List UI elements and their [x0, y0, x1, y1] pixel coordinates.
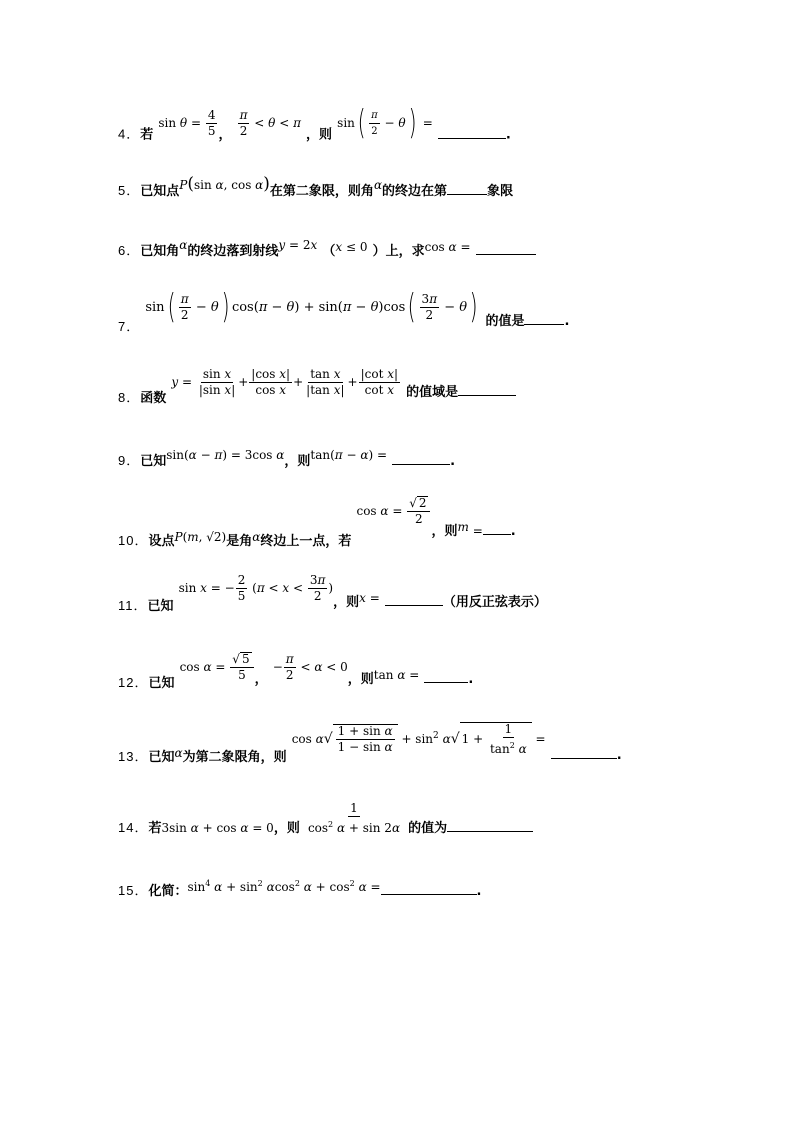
question-6: 6．已知角$^\alpha$的终边落到射线$^{y = 2x}$ （$^{x \le 0}$ ）上，求$^{cos \alpha =}$ [118, 240, 536, 259]
question-8: $_{8.函数}$ y = $\frac{\text{sin x}}{\text{|sin x|}}$ + $\frac{\text{|cos x|}}{\text{cos x}}$ + $\frac{\text{tan x}}{\text{|tan x|}}$ + $\frac{\text{|cot x|}}{\text{cot x}}$ $_{的值域是}$ [118, 368, 516, 397]
question-number: 15． [118, 883, 149, 898]
formula: P(m, √2) [174, 529, 227, 544]
formula: cos α = $\frac{√ 5}{5}$ [180, 660, 255, 674]
answer-blank[interactable] [476, 242, 536, 255]
formula: sin( π 2 − θ) = [337, 103, 433, 143]
formula: cos α = $\frac{√ 2}{2}$ [356, 504, 431, 518]
question-number: 6． [118, 243, 141, 258]
formula: 3sin α + cos α = 0 [161, 821, 274, 835]
formula: sin θ = 4 5 [158, 107, 216, 138]
formula: y = 2x [278, 238, 318, 252]
question-number: 4． [118, 126, 141, 142]
question-number: 8． [118, 390, 141, 405]
question-12: $_{12.已知}$ cos α = $\frac{√ 5}{5}$ $_,$ − $\frac{\pi}{2}$ < $\alpha < 0_{,则tan \alpha =}$ $_.$ [118, 651, 474, 691]
answer-blank[interactable] [381, 882, 477, 895]
formula: y = $\frac{\text{sin x}}{\text{|sin x|}}$ + $\frac{\text{|cos x|}}{\text{cos x}}$ + $\frac{\text{tan x}}{\text{|tan x|}}$ + $\frac{\text{|cot x|}}{\text{cot x}}$ [171, 367, 399, 397]
answer-blank[interactable] [447, 819, 533, 832]
answer-blank[interactable] [385, 593, 443, 606]
question-number: 7． [118, 318, 141, 334]
formula: sin( $\frac{\pi}{2}$ − θ) cos(π − θ) + sin(π − θ)cos( $\frac{3\pi}{2}$ − θ) [145, 287, 478, 327]
question-10: $_{10.设点P(m, √2)是角\alpha 终边上一点,若}$ cos α = $\frac{√ 2}{2}$ $_{,则m}$ $_=$ $_.$ [118, 496, 516, 549]
answer-blank[interactable] [483, 522, 511, 535]
question-number: 13． [118, 749, 149, 764]
formula: tan(π − α) = [310, 448, 388, 462]
answer-blank[interactable] [551, 746, 617, 759]
question-number: 11． [118, 598, 148, 613]
question-4: 4．若 $^{sin \theta = \frac{4}{5}}$ ， $^{\frac{\pi}{2} < \theta < \pi}$ ，则 $^{sin( \frac{\pi}{2} - \theta) =}$ . [118, 103, 511, 143]
formula: π 2 < θ < π [239, 107, 301, 138]
question-14: $_{14.若3sin \alpha + cos \alpha = 0,则}$ $\frac{1}{\cos^2 \alpha + \sin 2\alpha}$ $_{的值为}$ [118, 802, 533, 835]
question-text: 若 [140, 127, 154, 143]
answer-blank[interactable] [392, 452, 450, 465]
question-13: $_{13.已知\alpha 为第二象限角,则}$ cos α√ $\frac{\text{1 + sin α}}{\text{1 − sin α}}$ + $\sin^2 \alpha√$ 1 + $\frac{1}{\tan^2 \alpha}$ = $_.$ [118, 722, 622, 765]
question-number: 14． [118, 820, 149, 835]
answer-blank[interactable] [447, 182, 487, 195]
question-11: $_{11.已知}$ sin x = − $\frac{2}{5}$ (π < x < $\frac{3\pi}{2}$ )$_{,则x}$ $_=$ $_{(用反正弦表示)}$ [118, 573, 547, 614]
formula: x ≤ 0 [335, 240, 368, 254]
question-15: 15．化简：$^{sin^4 \alpha + sin^2 \alpha cos^2 \alpha + cos^2 \alpha =}$ . [118, 879, 482, 899]
formula: P(sin α, cos α) [179, 174, 270, 194]
formula: cos α√ $\frac{\text{1 + sin α}}{\text{1 − sin α}}$ + $\sin^2 \alpha√$ 1 + $\frac{1}{\tan^2 \alpha}$ = [291, 722, 546, 756]
question-number: 12． [118, 674, 149, 690]
formula: $\frac{1}{\cos^2 \alpha + \sin 2\alpha}$ [307, 801, 401, 835]
formula: sin(α − π) = 3cos α [166, 448, 285, 462]
question-number: 5． [118, 183, 141, 198]
question-9: 9．已知$^{sin(\alpha - \pi) = 3cos \alpha}$，则$^{tan(\pi - \alpha) =}$ . [118, 448, 456, 469]
question-5: 5．已知点$^{P(sin \alpha, cos \alpha)}$在第二象限，则角$^\alpha$的终边在第 象限 [118, 174, 514, 199]
formula: − $\frac{\pi}{2}$ < α < 0 [272, 651, 348, 682]
question-number: 9． [118, 453, 141, 468]
formula: sin4 α + sin2 αcos2 α + cos2 α = [187, 879, 381, 894]
formula: sin x = − $\frac{2}{5}$ (π < x < $\frac{3\pi}{2}$ ) [178, 573, 334, 603]
answer-blank[interactable] [424, 670, 468, 683]
question-number: 10． [118, 532, 149, 548]
answer-blank[interactable] [524, 312, 564, 325]
question-7: $_{7.}$ sin( $\frac{\pi}{2}$ − θ) cos(π − θ) + sin(π − θ)cos( $\frac{3\pi}{2}$ − θ) $_{的值是}$ $_.$ [118, 287, 570, 334]
formula: cos α = [424, 240, 471, 254]
answer-blank[interactable] [458, 383, 516, 396]
answer-blank[interactable] [438, 126, 506, 139]
